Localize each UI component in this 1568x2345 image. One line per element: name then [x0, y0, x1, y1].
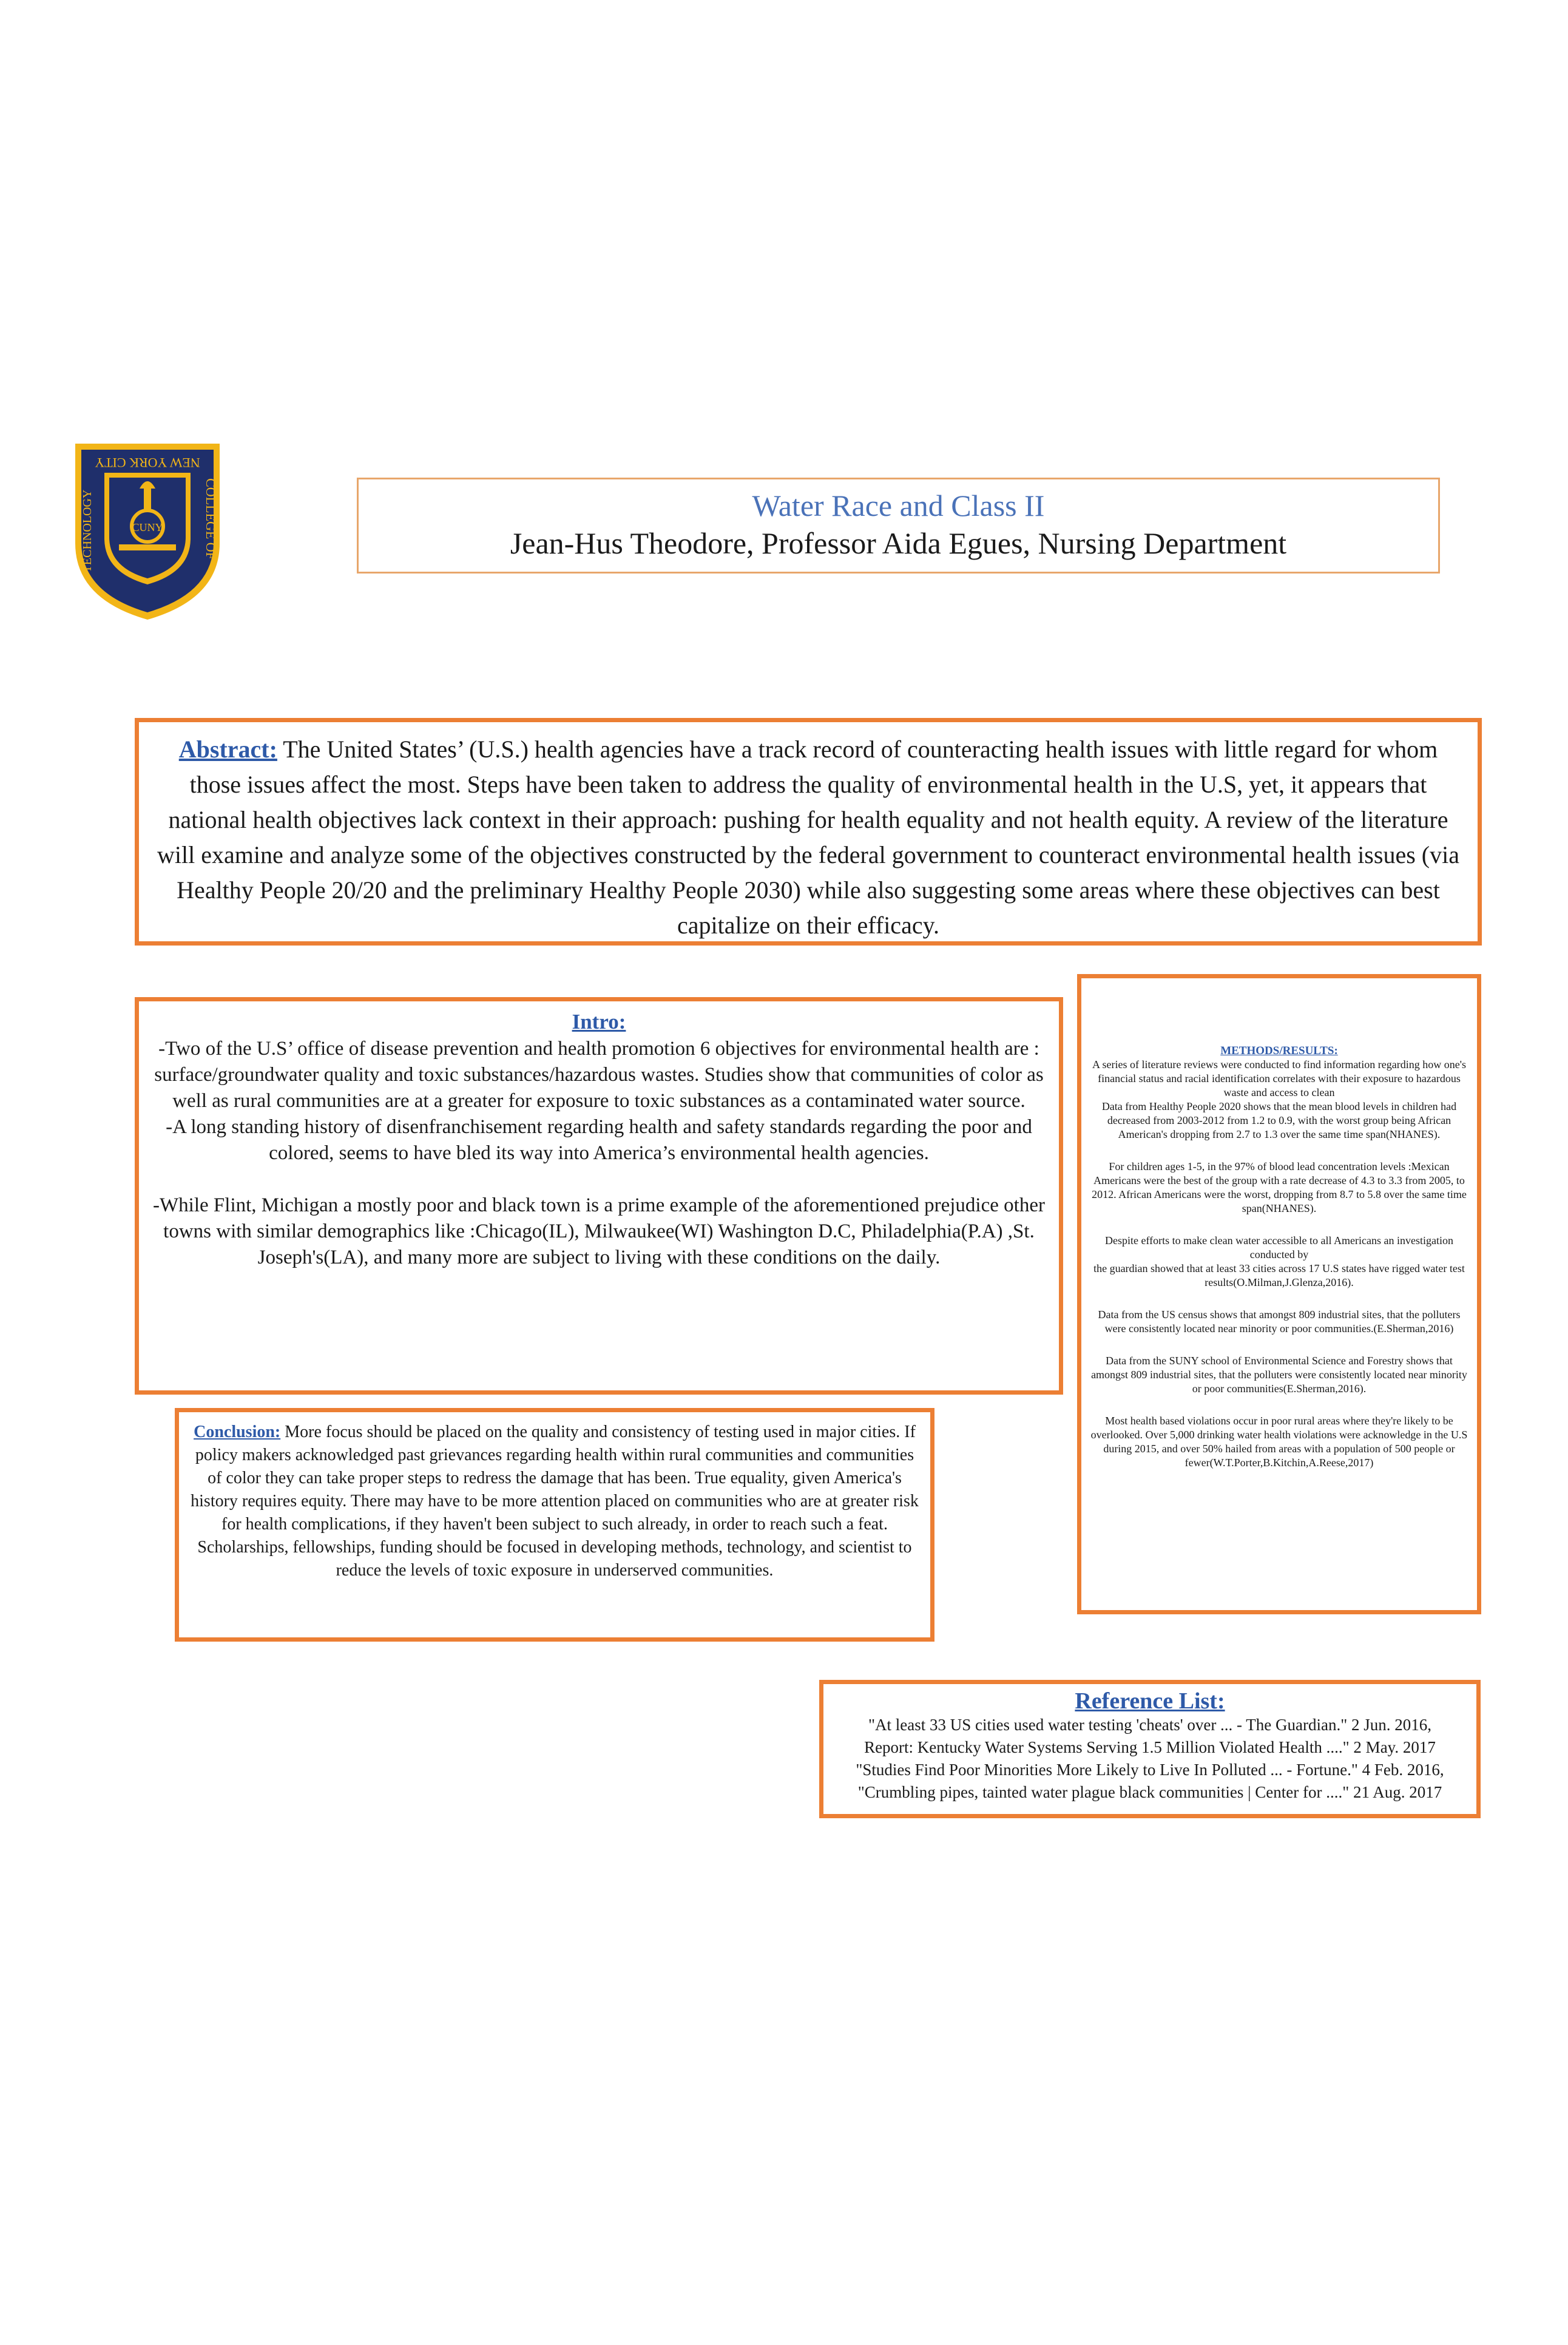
intro-paragraph-1: -Two of the U.S’ office of disease prevention and health promotion 6 objectives for environmental health are : surface/groundwater quality and toxic substances/hazardous wastes. Studies show that communities of color as well as rural communities are at a greater for exposure to toxic substances as a contaminated water source. [154, 1038, 1044, 1112]
methods-paragraph-7: Most health based violations occur in poor rural areas where they're likely to be overlooked. Over 5,000 drinking water health violations were acknowledge in the U.S during 2015, and over 50% hailed from areas with a population of 500 people or fewer(W.T.Porter,B.Kitchin,A.Reese,2017) [1090, 1415, 1468, 1469]
reference-item: "At least 33 US cities used water testing 'cheats' over ... - The Guardian." 2 Jun. 2016, [868, 1716, 1432, 1734]
intro-paragraph-3: -While Flint, Michigan a mostly poor and black town is a prime example of the aforementioned prejudice other towns with similar demographics like :Chicago(IL), Milwaukee(WI) Washington D.C, Philadelphia(P.A) ,St. Joseph's(LA), and many more are subject to living with these conditions on the daily. [153, 1194, 1045, 1268]
methods-paragraph-4b: the guardian showed that at least 33 cities across 17 U.S states have rigged water test results(O.Milman,J.Glenza,2016). [1093, 1262, 1465, 1288]
methods-paragraph-4a: Despite efforts to make clean water accessible to all Americans an investigation conducted by [1105, 1234, 1453, 1260]
abstract-section [135, 718, 1482, 946]
conclusion-section [175, 1408, 934, 1642]
logo-text-top: NEW YORK CITY [95, 455, 200, 470]
logo-monogram: CUNY [132, 521, 163, 533]
methods-paragraph-3: For children ages 1-5, in the 97% of blood lead concentration levels :Mexican Americans were the best of the group with a rate decrease of 4.3 to 3.3 from 2005, to 2012. African Americans were the worst, dropping from 8.7 to 5.8 over the same time span(NHANES). [1092, 1160, 1467, 1214]
methods-paragraph-5: Data from the US census shows that amongst 809 industrial sites, that the polluters were consistently located near minority or poor communities.(E.Sherman,2016) [1098, 1308, 1461, 1335]
college-seal-logo [72, 440, 223, 622]
poster-title: Water Race and Class II [752, 489, 1045, 523]
methods-paragraph-2: Data from Healthy People 2020 shows that the mean blood levels in children had decreased from 2003-2012 from 1.2 to 0.9, with the worst group being African American's dropping from 2.7 to 1.3 over the same time span(NHANES). [1101, 1100, 1457, 1140]
intro-section [135, 997, 1063, 1395]
reference-list-section [819, 1680, 1481, 1818]
conclusion-label: Conclusion: [194, 1423, 281, 1441]
poster-authors: Jean-Hus Theodore, Professor Aida Egues, Nursing Department [510, 526, 1287, 560]
conclusion-text: More focus should be placed on the quality and consistency of testing used in major cities. If policy makers acknowledged past grievances regarding health within rural communities and communities of color they can take proper steps to redress the damage that has been. True equality, given America's history requires equity. There may have to be more attention placed on communities who are at greater risk for health complications, if they haven't been subject to such already, in order to reach such a feat. Scholarships, fellowships, funding should be focused in developing methods, technology, and scientist to reduce the levels of toxic exposure in underserved communities. [191, 1423, 919, 1580]
logo-text-right: COLLEGE OF [203, 478, 218, 560]
methods-paragraph-1: A series of literature reviews were conducted to find information regarding how one's financial status and racial identification correlates with their exposure to hazardous waste and access to clean [1092, 1058, 1467, 1098]
intro-heading: Intro: [572, 1010, 626, 1034]
methods-paragraph-6: Data from the SUNY school of Environmental Science and Forestry shows that amongst 809 industrial sites, that the polluters were consistently located near minority or poor communities(E.Sherman,2016). [1091, 1355, 1467, 1395]
title-box [357, 478, 1440, 574]
methods-heading: METHODS/RESULTS: [1220, 1044, 1338, 1057]
reference-item: Report: Kentucky Water Systems Serving 1.5 Million Violated Health ...." 2 May. 2017 [864, 1738, 1436, 1756]
college-seal-icon [72, 440, 223, 622]
reference-heading: Reference List: [1075, 1688, 1225, 1714]
methods-results-section [1077, 974, 1481, 1614]
logo-text-bottom: TECHNOLOGY [81, 489, 94, 573]
reference-item: "Studies Find Poor Minorities More Likely to Live In Polluted ... - Fortune." 4 Feb. 2016, [856, 1761, 1444, 1779]
reference-item: "Crumbling pipes, tainted water plague black communities | Center for ...." 21 Aug. 2017 [857, 1783, 1442, 1801]
intro-paragraph-2: -A long standing history of disenfranchisement regarding health and safety standards regarding the poor and colored, seems to have bled its way into America’s environmental health agencies. [166, 1116, 1032, 1164]
abstract-text: The United States’ (U.S.) health agencies have a track record of counteracting health issues with little regard for whom those issues affect the most. Steps have been taken to address the quality of environmental health in the U.S, yet, it appears that national health objectives lack context in their approach: pushing for health equality and not health equity. A review of the literature will examine and analyze some of the objectives constructed by the federal government to counteract environmental health issues (via Healthy People 20/20 and the preliminary Healthy People 2030) while also suggesting some areas where these objectives can best capitalize on their efficacy. [157, 736, 1459, 939]
abstract-label: Abstract: [178, 736, 277, 763]
